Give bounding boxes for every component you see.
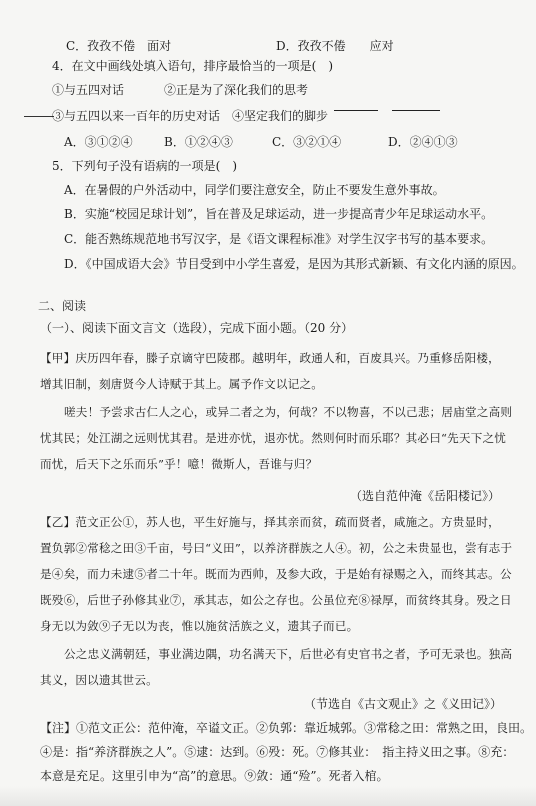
yi-line6-text: 公之忠义满朝廷，事业满边隅，功名满天下，后世必有史官书之者，予可无录也。独高 bbox=[64, 647, 513, 661]
yi-source-text: （节选自《古文观止》之《义田记》） bbox=[304, 697, 503, 711]
q4-item-2: ②正是为了深化我们的思考 bbox=[164, 83, 309, 97]
notes-line3-text: 本意是充足。这里引申为“高”的意思。⑨敛：通“殓”。死者入棺。 bbox=[40, 769, 389, 783]
q4-choice-b: B．①②④③ bbox=[164, 135, 233, 149]
yi-line1-text: 【乙】范文正公①，苏人也，平生好施与，择其亲而贫，疏而贤者，咸施之。方贵显时， bbox=[40, 515, 500, 529]
q5-stem-text: 5．下列句子没有语病的一项是( ) bbox=[52, 159, 237, 173]
q4-blank-1 bbox=[334, 110, 378, 111]
q5-option-b-text: B．实施“校园足球计划”，旨在普及足球运动，进一步提高青少年足球运动水平。 bbox=[64, 207, 494, 221]
q5-option-a-text: A．在暑假的户外活动中，同学们要注意安全，防止不要发生意外事故。 bbox=[64, 183, 445, 197]
jia-source-text: （选自范仲淹《岳阳楼记》） bbox=[350, 489, 501, 503]
yi-line4-text: 既殁⑥，后世子孙修其业⑦，承其志，如公之存也。公虽位充⑧禄厚，而贫终其身。殁之日 bbox=[40, 593, 512, 607]
q4-item-4: ④坚定我们的脚步 bbox=[232, 109, 329, 123]
q4-item-1: ①与五四对话 bbox=[52, 83, 125, 97]
q4-choice-d: D．②④①③ bbox=[388, 135, 458, 149]
jia-p1-line1-text: 【甲】庆历四年春，滕子京谪守巴陵郡。越明年，政通人和，百废具兴。乃重修岳阳楼， bbox=[40, 351, 500, 365]
jia-p2-line1-text: 嗟夫！予尝求古仁人之心，或异二者之为，何哉？不以物喜，不以己悲；居庙堂之高则 bbox=[64, 405, 513, 419]
page-bottom-shadow bbox=[0, 786, 536, 806]
section-subheading-text: （一）、阅读下面文言文（选段），完成下面小题。（20 分） bbox=[40, 321, 354, 335]
yi-line3-text: 是④矣，而力未逮⑤者二十年。既而为西帅，及参大政，于是始有禄赐之入，而终其志。公 bbox=[40, 567, 512, 581]
q4-stem-text: 4．在文中画线处填入语句，排序最恰当的一项是( ) bbox=[52, 59, 334, 73]
q4-choice-c: C．③②①④ bbox=[272, 135, 342, 149]
jia-p2-line3-text: 而忧，后天下之乐而乐”乎！噫！微斯人，吾谁与归？ bbox=[40, 457, 318, 471]
q4-item-3: ③与五四以来一百年的历史对话 bbox=[52, 109, 221, 123]
notes-line1-text: 【注】①范文正公：范仲淹，卒谥文正。②负郭：靠近城郭。③常稔之田：常熟之田，良田。 bbox=[40, 721, 533, 735]
section-heading-text: 二、阅读 bbox=[38, 299, 87, 313]
q4-choice-a: A．③①②④ bbox=[64, 135, 133, 149]
jia-p1-line2-text: 增其旧制，刻唐贤今人诗赋于其上。属予作文以记之。 bbox=[40, 377, 324, 391]
yi-line7-text: 其义，因以遗其世云。 bbox=[40, 673, 158, 687]
jia-p2-line2-text: 忧其民；处江湖之远则忧其君。是进亦忧，退亦忧。然则何时而乐耶？其必曰“先天下之忧 bbox=[40, 431, 507, 445]
q3-option-d: D．孜孜不倦 应对 bbox=[276, 39, 394, 53]
q4-blank-2 bbox=[392, 110, 440, 111]
notes-line2-text: ④是：指“养济群族之人”。⑤逮：达到。⑥殁：死。⑦修其业： 指主持义田之事。⑧充： bbox=[40, 745, 515, 759]
q5-option-d-text: D．《中国成语大会》节目受到中小学生喜爱，是因为其形式新颖、有文化内涵的原因。 bbox=[64, 257, 524, 271]
q5-option-c-text: C．能否熟练规范地书写汉字，是《语文课程标准》对学生汉字书写的基本要求。 bbox=[64, 232, 494, 246]
q3-option-c: C．孜孜不倦 面对 bbox=[66, 39, 172, 53]
margin-dash-line bbox=[24, 116, 54, 117]
yi-line2-text: 置负郭②常稔之田③千亩，号曰“义田”，以养济群族之人④。初，公之未贵显也，尝有志于 bbox=[40, 541, 513, 555]
yi-line5-text: 身无以为敛⑨子无以为丧，惟以施贫活族之义，遗其子而已。 bbox=[40, 619, 359, 633]
